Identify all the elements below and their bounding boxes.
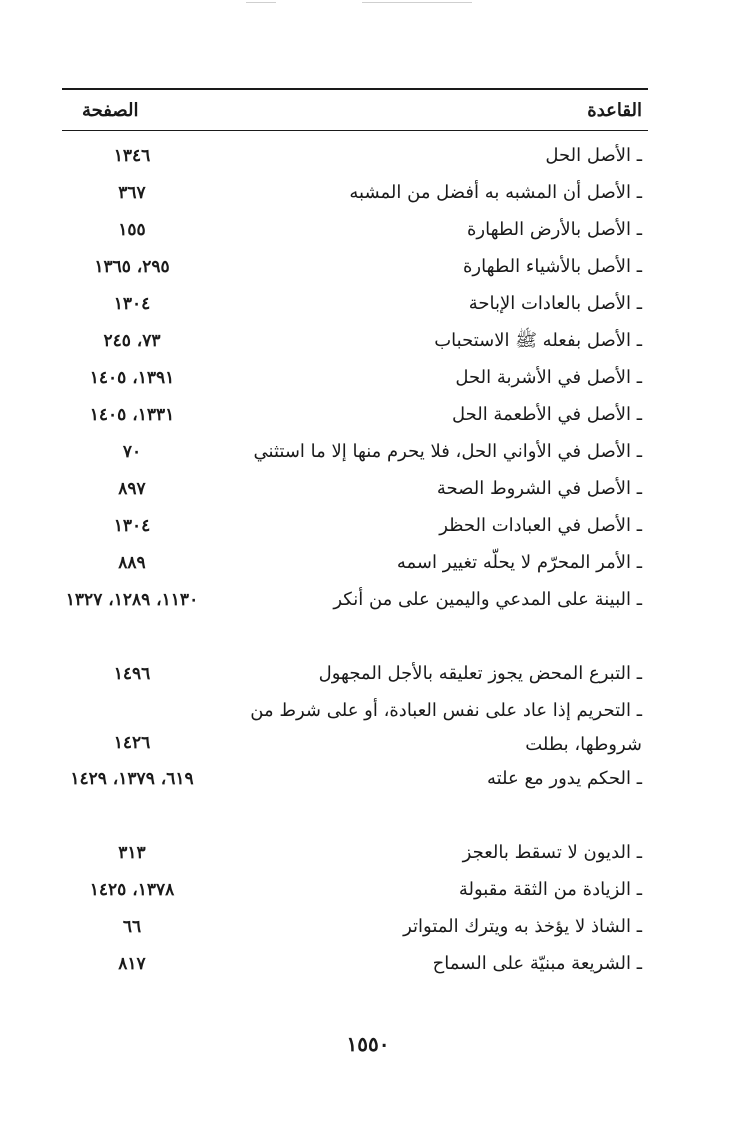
page-refs: ٢٩٥، ١٣٦٥: [94, 257, 170, 277]
header-rule-column: القاعدة: [587, 99, 642, 121]
table-row: [62, 176, 648, 213]
table-row: [62, 947, 648, 984]
header-page-column: الصفحة: [82, 99, 139, 121]
table-row: [62, 435, 648, 472]
rule-text: ـ الأصل في الأواني الحل، فلا يحرم منها إلا ما استثني: [253, 441, 642, 462]
rule-text: ـ الأصل الحل: [545, 145, 642, 166]
rule-text: ـ الأصل في الأطعمة الحل: [451, 404, 642, 425]
rule-text: ـ الأصل بالعادات الإباحة: [468, 293, 642, 314]
page-refs: ١٤٢٦: [113, 733, 151, 753]
table-row: [62, 694, 648, 762]
table-row: [62, 472, 648, 509]
page-refs: ٧٣، ٢٤٥: [103, 331, 161, 351]
table-row: [62, 287, 648, 324]
page-refs: ١٣٠٤: [113, 516, 151, 536]
page-refs: ١٣٤٦: [113, 146, 151, 166]
rule-text: ـ الأصل في الشروط الصحة: [436, 478, 642, 499]
rule-text: ـ الأمر المحرّم لا يحلّه تغيير اسمه: [396, 552, 642, 573]
page-refs: ٣١٣: [118, 843, 146, 863]
table-row: [62, 762, 648, 836]
index-table: [62, 139, 648, 984]
table-row: [62, 873, 648, 910]
table-row: [62, 324, 648, 361]
page-refs: ١١٣٠، ١٢٨٩، ١٣٢٧: [65, 590, 199, 610]
table-row: [62, 657, 648, 694]
rule-text: ـ الأصل في العبادات الحظر: [439, 515, 642, 536]
rule-text: ـ الأصل بالأشياء الطهارة: [463, 256, 642, 277]
rule-text: ـ الأصل بالأرض الطهارة: [467, 219, 642, 240]
page-refs: ٣٦٧: [118, 183, 146, 203]
rule-text: ـ الديون لا تسقط بالعجز: [462, 842, 642, 863]
header-rule: [62, 130, 648, 131]
table-header: [62, 90, 648, 130]
page-refs: ٦١٩، ١٣٧٩، ١٤٢٩: [70, 769, 194, 789]
table-row: [62, 836, 648, 873]
table-row: [62, 583, 648, 657]
table-row: [62, 139, 648, 176]
page-refs: ١٣٧٨، ١٤٢٥: [89, 880, 175, 900]
page-number: ١٥٥٠: [346, 1032, 390, 1056]
table-row: [62, 398, 648, 435]
rule-text: ـ الشاذ لا يؤخذ به ويترك المتواتر: [403, 916, 642, 937]
page-refs: ٨٨٩: [118, 553, 146, 573]
rule-text: ـ التبرع المحض يجوز تعليقه بالأجل المجهول: [318, 663, 642, 684]
rule-text: ـ التحريم إذا عاد على نفس العبادة، أو على شرط من شروطها، بطلت: [250, 700, 642, 755]
table-row: [62, 546, 648, 583]
page-refs: ١٤٩٦: [113, 664, 151, 684]
table-row: [62, 213, 648, 250]
rule-text: ـ الحكم يدور مع علته: [486, 768, 642, 789]
table-row: [62, 250, 648, 287]
page-refs: ١٣٠٤: [113, 294, 151, 314]
top-edge-marks: [0, 0, 736, 6]
rule-text: ـ الزيادة من الثقة مقبولة: [458, 879, 642, 900]
table-row: [62, 910, 648, 947]
table-row: [62, 509, 648, 546]
page-refs: ١٣٣١، ١٤٠٥: [89, 405, 175, 425]
page-refs: ١٥٥: [118, 220, 146, 240]
page-refs: ٧٠: [122, 442, 142, 462]
page-refs: ١٣٩١، ١٤٠٥: [89, 368, 175, 388]
page-refs: ٨٩٧: [118, 479, 146, 499]
rule-text: ـ الشريعة مبنيّة على السماح: [432, 953, 642, 974]
index-page: [62, 88, 648, 984]
rule-text: ـ الأصل أن المشبه به أفضل من المشبه: [349, 182, 642, 203]
rule-text: ـ الأصل بفعله ﷺ الاستحباب: [434, 330, 642, 351]
page-refs: ٨١٧: [118, 954, 146, 974]
rule-text: ـ البينة على المدعي واليمين على من أنكر: [333, 589, 642, 610]
rule-text: ـ الأصل في الأشربة الحل: [455, 367, 642, 388]
page-refs: ٦٦: [122, 917, 142, 937]
table-row: [62, 361, 648, 398]
